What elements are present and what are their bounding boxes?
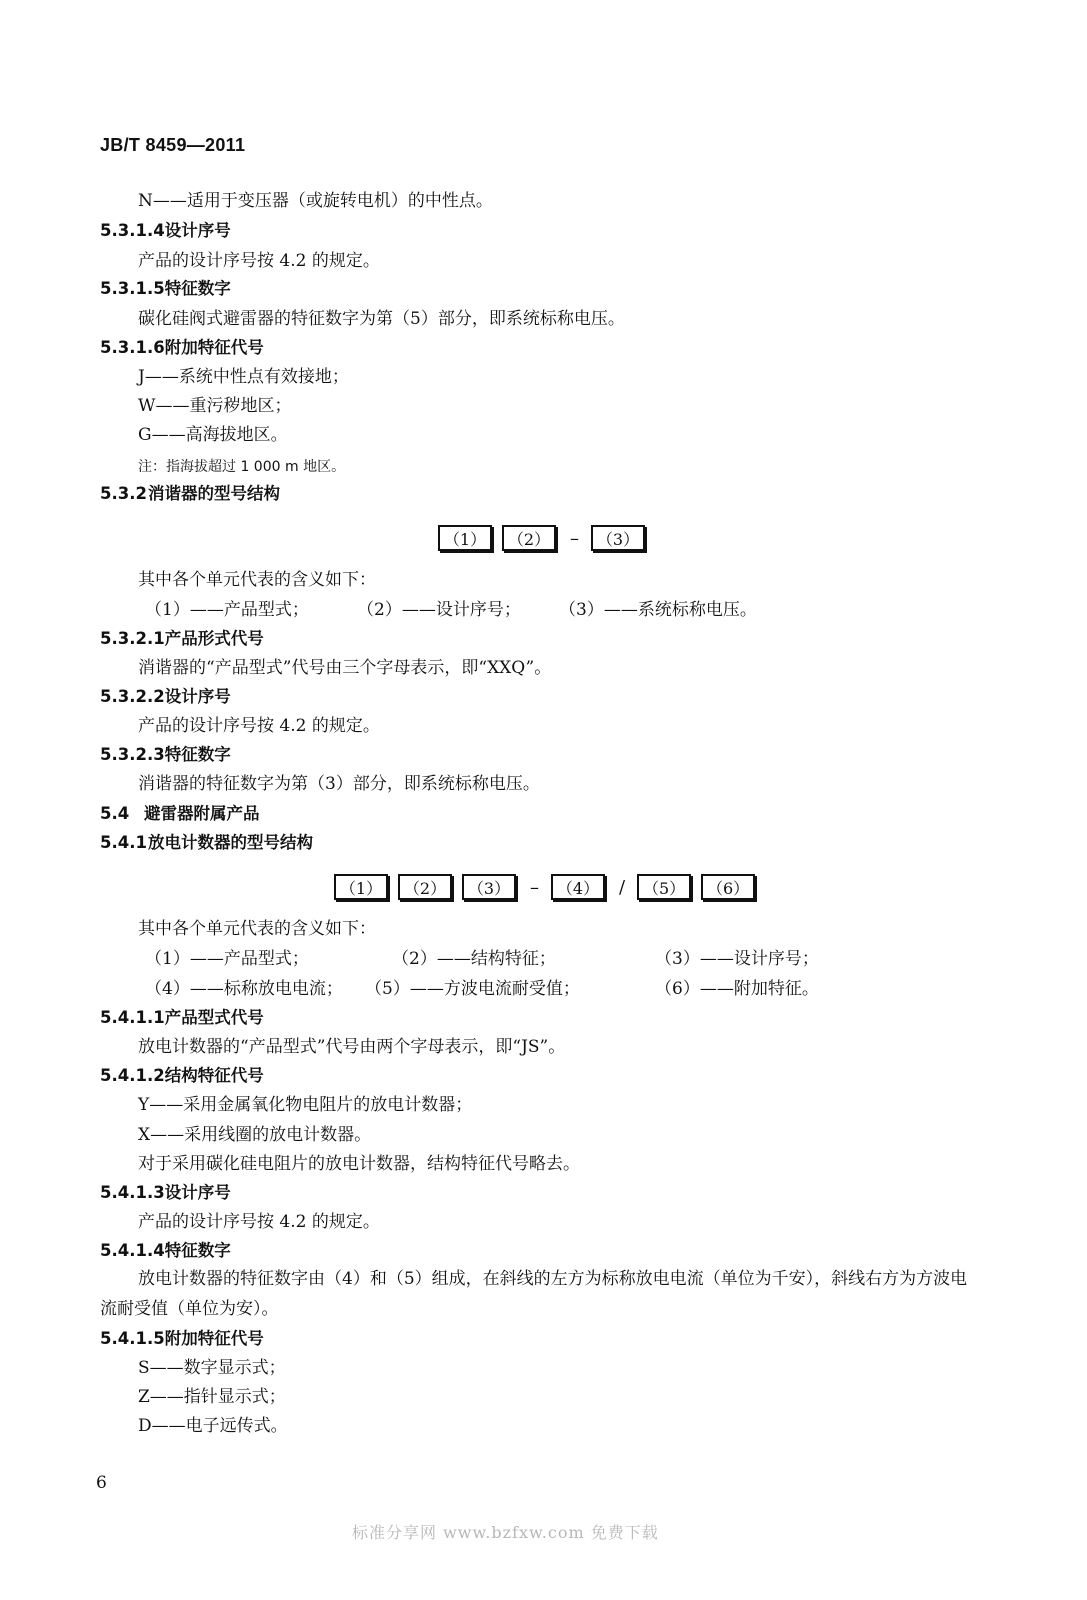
heading-5-3-1-6 — [100, 337, 264, 359]
n-definition: N——适用于变压器（或旋转电机）的中性点。 — [138, 191, 493, 211]
text-5-3-1-5: 碳化硅阀式避雷器的特征数字为第（5）部分，即系统标称电压。 — [138, 309, 625, 329]
heading-5-4-1 — [100, 832, 313, 854]
x-definition: X——采用线圈的放电计数器。 — [138, 1125, 372, 1145]
unit-box-2: （2） — [502, 525, 556, 551]
heading-number: 5.4.1.4 — [100, 1241, 165, 1260]
heading-5-3-2-3 — [100, 744, 231, 766]
heading-number: 5.4.1.3 — [100, 1183, 165, 1202]
heading-number: 5.3.2.1 — [100, 629, 165, 648]
heading-number: 5.3.1.4 — [100, 221, 165, 240]
unit-box-1: （1） — [438, 525, 492, 551]
heading-number: 5.3.2.2 — [100, 687, 165, 706]
heading-5-4-1-2 — [100, 1065, 264, 1087]
heading-title: 附加特征代号 — [164, 338, 264, 357]
text-5-4-1-3: 产品的设计序号按 4.2 的规定。 — [138, 1212, 380, 1232]
heading-title: 附加特征代号 — [164, 1329, 264, 1348]
heading-title: 产品形式代号 — [164, 629, 264, 648]
text-5-4-1-4: 放电计数器的特征数字由（4）和（5）组成，在斜线的左方为标称放电电流（单位为千安），斜线右方为方波电流耐受值（单位为安）。 — [100, 1269, 968, 1319]
heading-title: 结构特征代号 — [164, 1066, 264, 1085]
heading-number: 5.3.1.6 — [100, 338, 165, 357]
heading-title: 特征数字 — [164, 1241, 231, 1260]
legend-item: （2）——结构特征； — [392, 949, 556, 969]
dash-separator: – — [530, 876, 539, 898]
heading-5-4-1-3 — [100, 1182, 231, 1204]
unit-box-5: （5） — [637, 874, 691, 900]
heading-5-4-1-4 — [100, 1240, 231, 1262]
s-definition: S——数字显示式； — [138, 1358, 286, 1378]
legend-item: （1）——产品型式； — [145, 949, 309, 969]
altitude-note: 注：指海拔超过 1 000 m 地区。 — [138, 459, 346, 475]
heading-5-4-1-1 — [100, 1007, 264, 1029]
diagram2-intro: 其中各个单元代表的含义如下： — [138, 919, 376, 939]
legend-item: （4）——标称放电电流； — [145, 979, 343, 999]
legend-item: （1）——产品型式； — [145, 600, 309, 620]
y-definition: Y——采用金属氧化物电阻片的放电计数器； — [138, 1095, 473, 1115]
heading-number: 5.4.1.1 — [100, 1008, 165, 1027]
page-number: 6 — [96, 1473, 107, 1493]
heading-title: 设计序号 — [164, 221, 231, 240]
text-5-3-2-1: 消谐器的“产品型式”代号由三个字母表示，即“XXQ”。 — [138, 658, 552, 678]
heading-5-3-2-1 — [100, 628, 264, 650]
slash-separator: / — [619, 876, 626, 898]
heading-title: 消谐器的型号结构 — [148, 484, 280, 503]
text-5-3-1-4: 产品的设计序号按 4.2 的规定。 — [138, 251, 380, 271]
unit-box-2: （2） — [398, 874, 452, 900]
heading-number: 5.3.2 — [100, 484, 147, 503]
heading-title: 放电计数器的型号结构 — [148, 833, 313, 852]
heading-number: 5.3.2.3 — [100, 745, 165, 764]
legend-item: （3）——设计序号； — [655, 949, 819, 969]
j-definition: J——系统中性点有效接地； — [138, 367, 349, 387]
document-id: JB/T 8459—2011 — [100, 135, 246, 155]
heading-number: 5.3.1.5 — [100, 279, 165, 298]
unit-box-3: （3） — [591, 525, 645, 551]
unit-box-4: （4） — [551, 874, 605, 900]
heading-number: 5.4.1.5 — [100, 1329, 165, 1348]
d-definition: D——电子远传式。 — [138, 1416, 288, 1436]
legend-item: （2）——设计序号； — [357, 600, 521, 620]
diagram1-intro: 其中各个单元代表的含义如下： — [138, 570, 376, 590]
heading-5-3-1-4 — [100, 220, 231, 242]
text-5-3-2-3: 消谐器的特征数字为第（3）部分，即系统标称电压。 — [138, 774, 540, 794]
heading-5-3-1-5 — [100, 278, 231, 300]
heading-5-3-2-2 — [100, 686, 231, 708]
heading-title: 特征数字 — [164, 745, 231, 764]
text-5-3-2-2: 产品的设计序号按 4.2 的规定。 — [138, 716, 380, 736]
heading-5-4-1-5 — [100, 1328, 264, 1350]
heading-5-3-2 — [100, 483, 280, 505]
dash-separator: – — [570, 527, 579, 549]
legend-item: （3）——系统标称电压。 — [559, 600, 757, 620]
unit-box-3: （3） — [462, 874, 516, 900]
heading-title: 特征数字 — [164, 279, 231, 298]
sic-note: 对于采用碳化硅电阻片的放电计数器，结构特征代号略去。 — [138, 1154, 580, 1174]
text-5-4-1-1: 放电计数器的“产品型式”代号由两个字母表示，即“JS”。 — [138, 1037, 566, 1057]
legend-item: （5）——方波电流耐受值； — [365, 979, 580, 999]
g-definition: G——高海拔地区。 — [138, 425, 288, 445]
heading-title: 设计序号 — [164, 687, 231, 706]
watermark: 标准分享网 www.bzfxw.com 免费下载 — [352, 1523, 659, 1542]
model-structure-diagram-2 — [334, 873, 765, 901]
w-definition: W——重污秽地区； — [138, 396, 292, 416]
heading-5-4 — [100, 803, 260, 825]
z-definition: Z——指针显示式； — [138, 1387, 286, 1407]
model-structure-diagram-1 — [438, 524, 655, 552]
heading-title: 产品型式代号 — [164, 1008, 264, 1027]
legend-item: （6）——附加特征。 — [655, 979, 819, 999]
unit-box-1: （1） — [334, 874, 388, 900]
heading-number: 5.4.1 — [100, 833, 147, 852]
heading-number: 5.4 — [100, 804, 130, 823]
heading-title: 设计序号 — [164, 1183, 231, 1202]
heading-number: 5.4.1.2 — [100, 1066, 165, 1085]
unit-box-6: （6） — [701, 874, 755, 900]
heading-title: 避雷器附属产品 — [144, 804, 260, 823]
